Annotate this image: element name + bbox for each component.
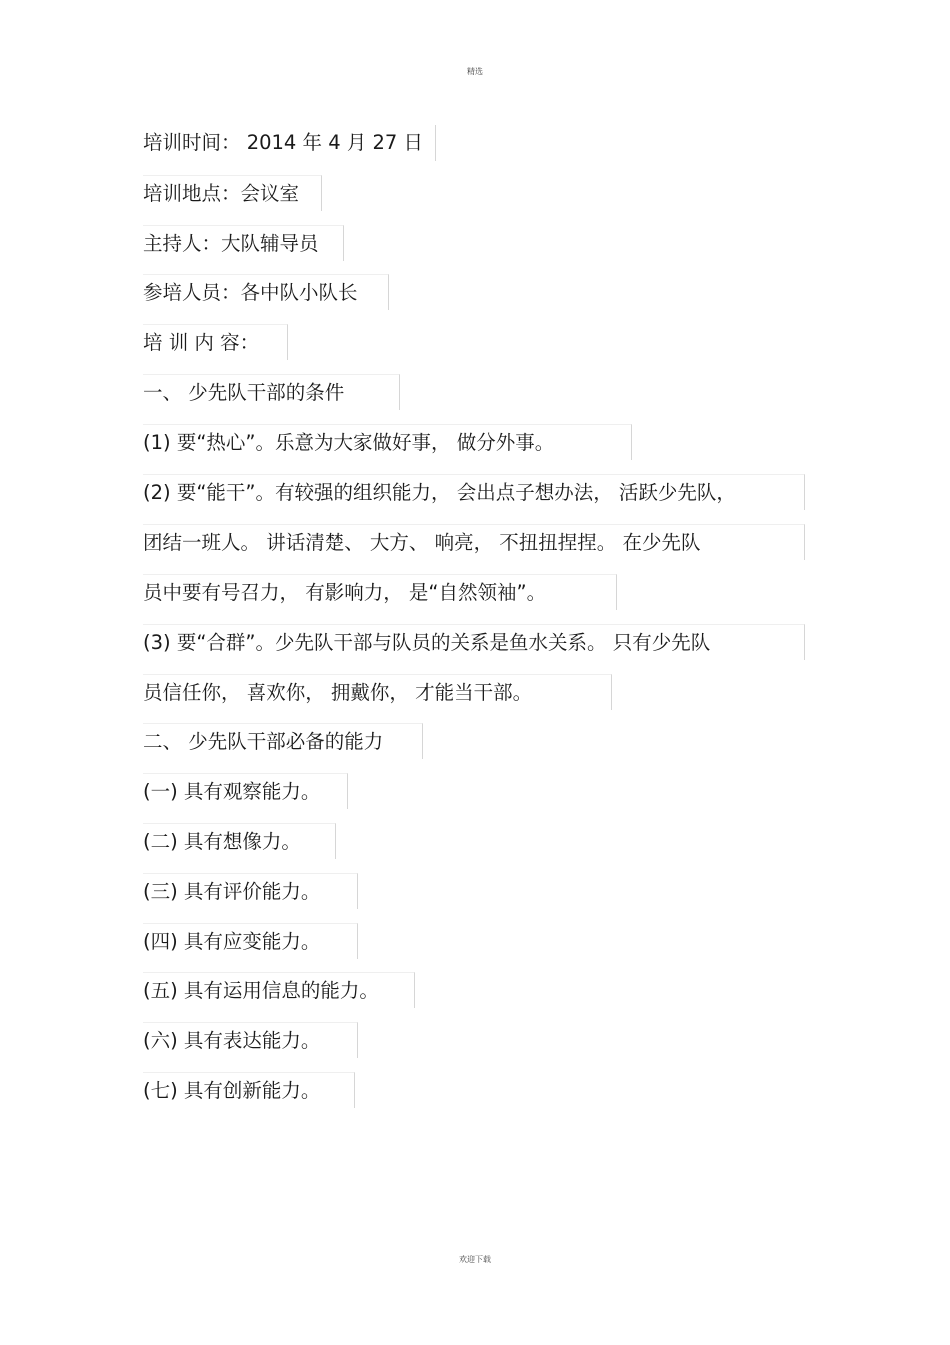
attendees: 参培人员：各中队小队长 (143, 274, 389, 310)
training-place: 培训地点：会议室 (143, 175, 322, 211)
content-label: 培 训 内 容： (143, 324, 288, 360)
section1-item2-line2: 团结一班人。 讲话清楚、 大方、 响亮， 不扭扭捏捏。 在少先队 (143, 524, 805, 560)
section1-item3-line2: 员信任你， 喜欢你， 拥戴你， 才能当干部。 (143, 674, 612, 710)
section2-item: (四) 具有应变能力。 (143, 923, 358, 959)
section2-item: (五) 具有运用信息的能力。 (143, 972, 415, 1008)
header-watermark: 精选 (467, 67, 483, 76)
footer-watermark: 欢迎下载 (459, 1255, 491, 1264)
section2-item: (七) 具有创新能力。 (143, 1072, 355, 1108)
section1-item1-line1: (1) 要“热心”。乐意为大家做好事， 做分外事。 (143, 424, 632, 460)
section2-item: (一) 具有观察能力。 (143, 773, 348, 809)
section2-item: (六) 具有表达能力。 (143, 1022, 358, 1058)
host: 主持人：大队辅导员 (143, 225, 344, 261)
section2-item: (二) 具有想像力。 (143, 823, 336, 859)
training-time: 培训时间： 2014 年 4 月 27 日 (143, 125, 436, 161)
section2-heading: 二、 少先队干部必备的能力 (143, 723, 423, 759)
section1-heading: 一、 少先队干部的条件 (143, 374, 400, 410)
section1-item3-line1: (3) 要“合群”。少先队干部与队员的关系是鱼水关系。 只有少先队 (143, 624, 805, 660)
section2-item: (三) 具有评价能力。 (143, 873, 358, 909)
section1-item2-line1: (2) 要“能干”。有较强的组织能力， 会出点子想办法， 活跃少先队， (143, 474, 805, 510)
section1-item2-line3: 员中要有号召力， 有影响力， 是“自然领袖”。 (143, 574, 617, 610)
